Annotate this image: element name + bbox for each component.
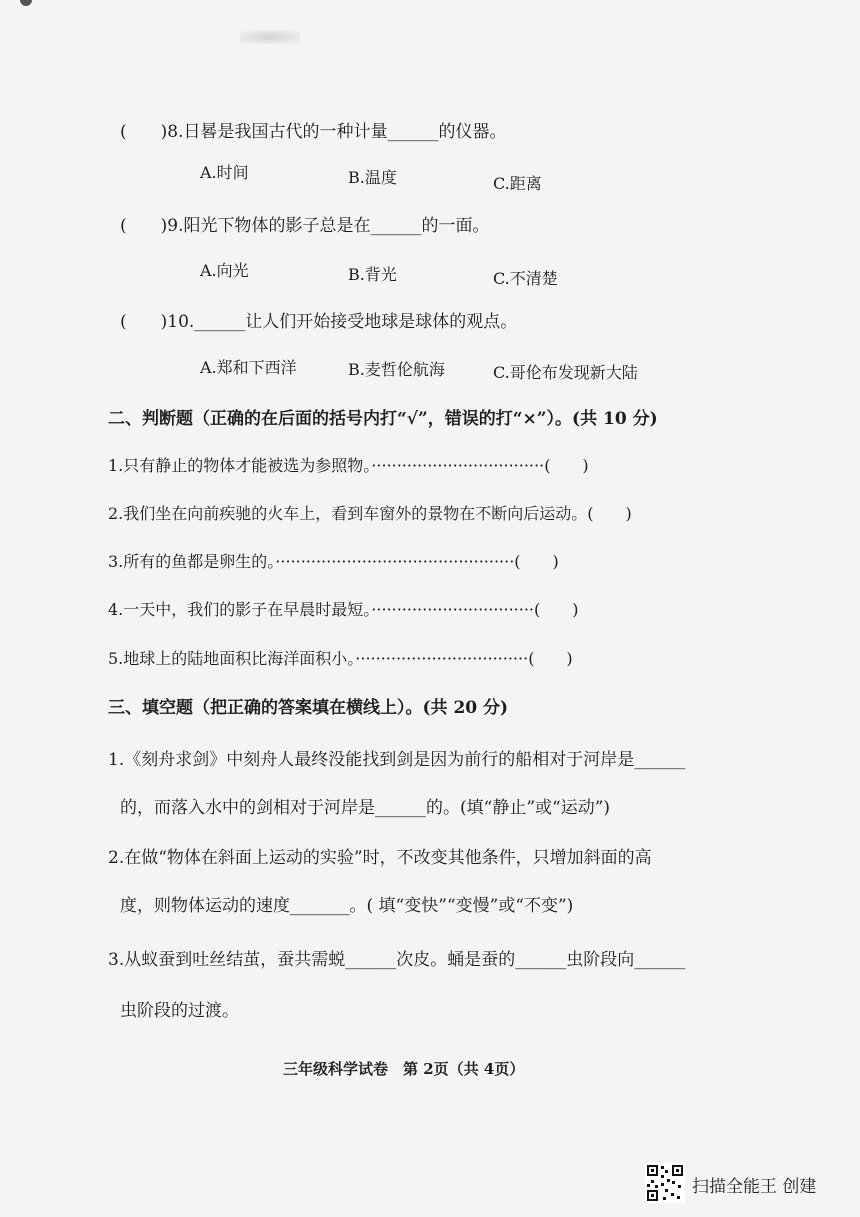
judge-item-3: 3.所有的鱼都是卵生的。···············································( ) <box>108 552 559 571</box>
scanner-watermark-text: 扫描全能王 创建 <box>692 1177 817 1197</box>
fill-line-1: 1.《刻舟求剑》中刻舟人最终没能找到剑是因为前行的船相对于河岸是______ <box>108 750 686 770</box>
question-8-stem: ( )8.日晷是我国古代的一种计量______的仪器。 <box>120 122 507 142</box>
fill-line-6: 虫阶段的过渡。 <box>120 1001 239 1021</box>
question-10-option-a: A.郑和下西洋 <box>200 358 297 377</box>
page-footer: 三年级科学试卷 第 2页（共 4页） <box>283 1060 525 1078</box>
question-9-option-b: B.背光 <box>348 265 397 284</box>
fill-section-title: 三、填空题（把正确的答案填在横线上）。(共 20 分) <box>108 698 509 718</box>
question-8-option-c: C.距离 <box>493 174 542 193</box>
scan-smudge <box>240 30 300 44</box>
fill-line-3: 2.在做“物体在斜面上运动的实验”时，不改变其他条件，只增加斜面的高 <box>108 848 652 868</box>
fill-line-2: 的，而落入水中的剑相对于河岸是______的。(填“静止”或“运动”) <box>120 798 611 818</box>
judge-item-2: 2.我们坐在向前疾驰的火车上，看到车窗外的景物在不断向后运动。( ) <box>108 504 632 523</box>
question-8-option-b: B.温度 <box>348 168 397 187</box>
fill-line-4: 度，则物体运动的速度_______。( 填“变快”“变慢”或“不变”) <box>120 896 574 916</box>
question-10-stem: ( )10.______让人们开始接受地球是球体的观点。 <box>120 312 518 332</box>
question-9-option-a: A.向光 <box>200 261 249 280</box>
judge-item-5: 5.地球上的陆地面积比海洋面积小。··································( ) <box>108 649 573 668</box>
judge-item-4: 4.一天中，我们的影子在早晨时最短。································( ) <box>108 600 579 619</box>
scan-artifact <box>20 0 32 6</box>
question-10-option-b: B.麦哲伦航海 <box>348 360 445 379</box>
question-10-option-c: C.哥伦布发现新大陆 <box>493 363 638 382</box>
question-9-option-c: C.不清楚 <box>493 269 558 288</box>
question-8-option-a: A.时间 <box>200 163 249 182</box>
judge-section-title: 二、判断题（正确的在后面的括号内打“√”，错误的打“×”）。(共 10 分) <box>108 409 658 429</box>
question-9-stem: ( )9.阳光下物体的影子总是在______的一面。 <box>120 216 490 236</box>
judge-item-1: 1.只有静止的物体才能被选为参照物。··································( ) <box>108 456 589 475</box>
qr-code-icon <box>645 1163 685 1203</box>
fill-line-5: 3.从蚁蚕到吐丝结茧，蚕共需蜕______次皮。蛹是蚕的______虫阶段向______ <box>108 950 686 970</box>
